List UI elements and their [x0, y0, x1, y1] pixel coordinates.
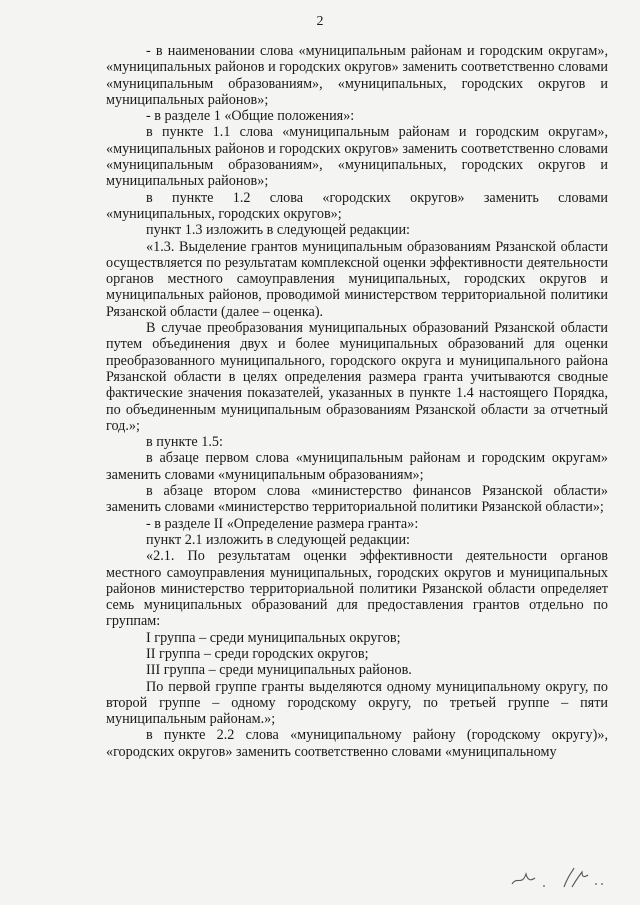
paragraph: В случае преобразования муниципальных образований Рязанской области путем объединения двух и более муниципальных образований для оценки преобразованного муниципального, городского округа и муниципального района Рязанской области в целях определения размера гранта учитываются сводные фактические значения показателей, указанных в пункте 1.4 настоящего Порядка, по объединенным муниципальным образованиям Рязанской области за отчетный год.»; — [106, 320, 608, 434]
page-number: 2 — [316, 14, 324, 29]
paragraph: пункт 2.1 изложить в следующей редакции: — [146, 531, 410, 548]
paragraph: По первой группе гранты выделяются одному муниципальному округу, по второй группе – одному городскому округу, по третьей группе – пяти муниципальным районам.»; — [106, 678, 608, 728]
paragraph: в пункте 1.5: — [146, 434, 223, 451]
paragraph: в пункте 1.2 слова «городских округов» заменить словами «муниципальных, городских округов»; — [106, 189, 608, 222]
paragraph: - в наименовании слова «муниципальным районам и городским округам», «муниципальных районов и городских округов» заменить соответственно словами «муниципальным образованиям», «муниципальных, городских округов и муниципальных районов»; — [106, 43, 608, 108]
document-body — [106, 43, 608, 760]
paragraph: в пункте 1.1 слова «муниципальным районам и городским округам», «муниципальных районов и городских округов» заменить соответственно словами «муниципальным образованиям», «муниципальных, городских округов и муниципальных районов»; — [106, 124, 608, 190]
paragraph: «1.3. Выделение грантов муниципальным образованиям Рязанской области осуществляется по результатам комплексной оценки эффективности деятельности органов местного самоуправления муниципальных, городских округов и муниципальных районов, проводимой министерством территориальной политики Рязанской области (далее – оценка). — [106, 238, 608, 320]
paragraph: II группа – среди городских округов; — [146, 645, 369, 662]
paragraph: - в разделе 1 «Общие положения»: — [146, 108, 355, 125]
paragraph: - в разделе II «Определение размера гранта»: — [146, 515, 419, 532]
paragraph: «2.1. По результатам оценки эффективности деятельности органов местного самоуправления муниципальных, городских округов и муниципальных районов министерство территориальной политики Рязанской области определяет семь муниципальных образований для предоставления грантов отдельно по группам: — [106, 548, 608, 630]
paragraph: пункт 1.3 изложить в следующей редакции: — [146, 222, 410, 239]
handwritten-initials — [508, 862, 608, 892]
paragraph: в абзаце втором слова «министерство финансов Рязанской области» заменить словами «министерство территориальной политики Рязанской области»; — [106, 483, 608, 516]
paragraph: III группа – среди муниципальных районов. — [146, 662, 412, 679]
paragraph: в пункте 2.2 слова «муниципальному району (городскому округу)», «городских округов» заменить соответственно словами «муниципальному — [106, 727, 608, 760]
paragraph: в абзаце первом слова «муниципальным районам и городским округам» заменить словами «муниципальным образованиям»; — [106, 450, 608, 483]
paragraph: I группа – среди муниципальных округов; — [146, 629, 401, 646]
